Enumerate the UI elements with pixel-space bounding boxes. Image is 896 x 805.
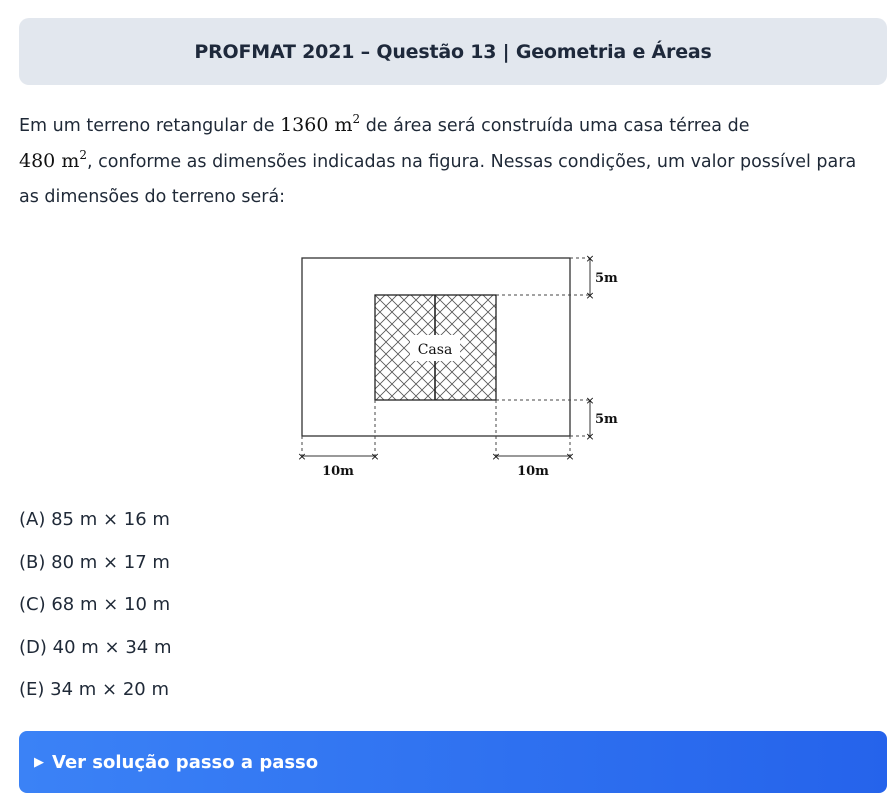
marker: × xyxy=(297,450,307,463)
dim-left-label: 10m xyxy=(322,464,354,479)
dim-top-label: 5m xyxy=(595,271,618,286)
show-solution-button[interactable] xyxy=(19,731,887,793)
question-header xyxy=(19,18,887,85)
option-c[interactable]: (C) 68 m × 10 m xyxy=(19,594,171,615)
marker: × xyxy=(585,252,595,265)
area-casa-exp: 2 xyxy=(79,148,87,162)
terrain-figure xyxy=(290,246,630,486)
prompt-text-3: , conforme as dimensões indicadas na figura. Nessas condições, um valor possível para as dimensões do terreno será: xyxy=(19,152,857,207)
area-casa-unit: m xyxy=(61,150,80,172)
show-solution-label: Ver solução passo a passo xyxy=(52,751,319,773)
area-terreno-exp: 2 xyxy=(352,112,361,126)
option-b[interactable]: (B) 80 m × 17 m xyxy=(19,551,170,573)
option-e[interactable]: (E) 34 m × 20 m xyxy=(19,679,169,700)
option-a[interactable]: (A) 85 m × 16 m xyxy=(19,509,170,530)
terrain-diagram xyxy=(290,246,630,486)
prompt-text-2: de área será construída uma casa térrea de xyxy=(360,116,750,136)
marker: × xyxy=(565,450,575,463)
marker: × xyxy=(585,394,595,407)
answer-options xyxy=(19,500,171,713)
marker: × xyxy=(585,430,595,443)
marker: × xyxy=(491,450,501,463)
area-casa-value: 480 xyxy=(19,150,56,172)
expand-arrow-icon: ▶ xyxy=(34,754,44,770)
math-area-casa xyxy=(19,150,87,172)
area-terreno-value: 1360 xyxy=(280,114,329,136)
marker: × xyxy=(585,289,595,302)
house-label: Casa xyxy=(417,342,453,358)
question-prompt xyxy=(19,108,879,215)
option-d[interactable]: (D) 40 m × 34 m xyxy=(19,636,172,658)
dim-right-label: 10m xyxy=(517,464,549,479)
area-terreno-unit: m xyxy=(334,114,353,136)
question-title: PROFMAT 2021 – Questão 13 | Geometria e Áreas xyxy=(194,40,712,63)
marker: × xyxy=(370,450,380,463)
dim-bottom-label: 5m xyxy=(595,412,618,427)
prompt-text-1: Em um terreno retangular de xyxy=(19,116,281,136)
math-area-terreno xyxy=(280,114,360,136)
